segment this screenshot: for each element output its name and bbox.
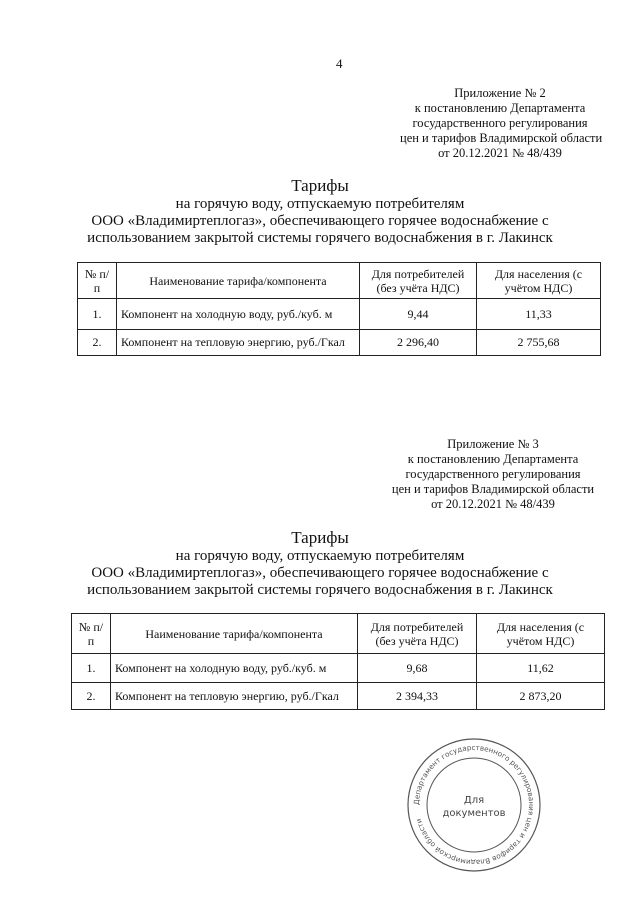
table-row xyxy=(78,299,601,330)
col-header-consumers: Для потребителей (без учёта НДС) xyxy=(360,263,477,299)
stamp-center-line: документов xyxy=(442,808,506,819)
cell-number: 1. xyxy=(72,654,111,683)
appendix-line: Приложение № 3 xyxy=(447,437,539,451)
document-title: Тарифы xyxy=(291,528,349,547)
table-row xyxy=(72,683,605,710)
stamp-ring-text: Департамент государственного регулирования цен и тарифов Владимирской области xyxy=(411,742,537,868)
appendix-line: Приложение № 2 xyxy=(454,86,546,100)
cell-name: Компонент на тепловую энергию, руб./Гкал xyxy=(111,683,358,710)
col-header-population: Для населения (с учётом НДС) xyxy=(477,263,601,299)
cell-consumers: 2 296,40 xyxy=(360,330,477,356)
cell-consumers: 9,68 xyxy=(358,654,477,683)
col-header-population: Для населения (с учётом НДС) xyxy=(477,614,605,654)
official-stamp xyxy=(404,735,544,875)
col-header-name: Наименование тарифа/компонента xyxy=(117,263,360,299)
appendix-line: к постановлению Департамента xyxy=(407,452,579,466)
page-number: 4 xyxy=(336,56,343,71)
col-header-name: Наименование тарифа/компонента xyxy=(111,614,358,654)
cell-population: 11,33 xyxy=(477,299,601,330)
appendix-2-header xyxy=(400,86,603,161)
subtitle-line: ООО «Владимиртеплогаз», обеспечивающего горячее водоснабжение с xyxy=(91,565,549,581)
table-row xyxy=(78,330,601,356)
table-row xyxy=(72,654,605,683)
cell-consumers: 9,44 xyxy=(360,299,477,330)
appendix-3-header xyxy=(388,437,598,512)
cell-number: 2. xyxy=(78,330,117,356)
cell-name: Компонент на тепловую энергию, руб./Гкал xyxy=(117,330,360,356)
appendix-line: государственного регулирования xyxy=(405,467,581,481)
stamp-center-line: Для xyxy=(463,795,485,806)
document-title: Тарифы xyxy=(291,176,349,195)
col-header-number: № п/п xyxy=(72,614,111,654)
col-header-consumers: Для потребителей (без учёта НДС) xyxy=(358,614,477,654)
subtitle-line: на горячую воду, отпускаемую потребителям xyxy=(175,548,465,564)
col-header-number: № п/п xyxy=(78,263,117,299)
appendix-line: цен и тарифов Владимирской области xyxy=(391,482,595,496)
cell-number: 2. xyxy=(72,683,111,710)
tariff-table-1 xyxy=(77,262,601,356)
subtitle-line: использованием закрытой системы горячего водоснабжения в г. Лакинск xyxy=(87,230,553,246)
cell-population: 2 755,68 xyxy=(477,330,601,356)
subtitle-line: ООО «Владимиртеплогаз», обеспечивающего горячее водоснабжение с xyxy=(91,213,549,229)
tariff-table-2 xyxy=(71,613,605,710)
cell-name: Компонент на холодную воду, руб./куб. м xyxy=(117,299,360,330)
appendix-line: от 20.12.2021 № 48/439 xyxy=(431,497,555,511)
appendix-line: государственного регулирования xyxy=(412,116,588,130)
cell-number: 1. xyxy=(78,299,117,330)
cell-population: 2 873,20 xyxy=(477,683,605,710)
tariff-title-block-1 xyxy=(60,176,580,247)
subtitle-line: использованием закрытой системы горячего водоснабжения в г. Лакинск xyxy=(87,582,553,598)
table-header-row xyxy=(78,263,601,299)
cell-population: 11,62 xyxy=(477,654,605,683)
appendix-line: к постановлению Департамента xyxy=(414,101,586,115)
table-header-row xyxy=(72,614,605,654)
appendix-line: от 20.12.2021 № 48/439 xyxy=(438,146,562,160)
cell-consumers: 2 394,33 xyxy=(358,683,477,710)
subtitle-line: на горячую воду, отпускаемую потребителям xyxy=(175,196,465,212)
appendix-line: цен и тарифов Владимирской области xyxy=(400,131,603,145)
tariff-title-block-2 xyxy=(60,528,580,599)
cell-name: Компонент на холодную воду, руб./куб. м xyxy=(111,654,358,683)
